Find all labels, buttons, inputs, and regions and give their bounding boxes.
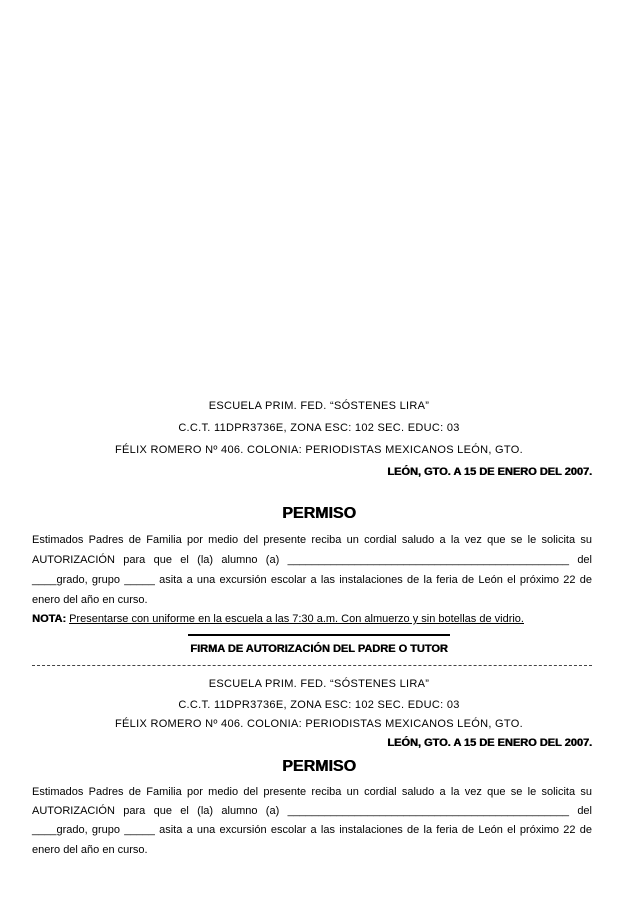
nota-label: NOTA: [32, 613, 67, 625]
school-cct: C.C.T. 11DPR3736E, ZONA ESC: 102 SEC. EDUC: 03 [178, 422, 460, 434]
school-address: FÉLIX ROMERO Nº 406. COLONIA: PERIODISTAS MEXICANOS LEÓN, GTO. [115, 444, 523, 456]
letter-date: LEÓN, GTO. A 15 DE ENERO DEL 2007. [387, 466, 592, 478]
body-line-3: ____grado, grupo _____ asita a una excursión escolar a las instalaciones de la feria de León el próximo 22 de [32, 824, 592, 836]
body-line-1: Estimados Padres de Familia por medio del presente reciba un cordial saludo a la vez que se le solicita su [32, 786, 592, 798]
school-name: ESCUELA PRIM. FED. “SÓSTENES LIRA” [208, 678, 430, 690]
school-name: ESCUELA PRIM. FED. “SÓSTENES LIRA” [208, 400, 430, 412]
nota [32, 612, 524, 626]
signature-caption: FIRMA DE AUTORIZACIÓN DEL PADRE O TUTOR [190, 643, 448, 655]
body-line-4: enero del año en curso. [32, 844, 148, 856]
permit-title: PERMISO [282, 505, 356, 522]
letter-date: LEÓN, GTO. A 15 DE ENERO DEL 2007. [387, 737, 592, 749]
body-line-2: AUTORIZACIÓN para que el (la) alumno (a) ______________________________________________ del [32, 805, 592, 817]
cut-line [32, 665, 592, 666]
permit-title: PERMISO [282, 758, 356, 775]
signature-line [188, 634, 450, 636]
body-line-1: Estimados Padres de Familia por medio del presente reciba un cordial saludo a la vez que se le solicita su [32, 534, 592, 546]
body-line-3: ____grado, grupo _____ asita a una excursión escolar a las instalaciones de la feria de León el próximo 22 de [32, 574, 592, 586]
body-line-2: AUTORIZACIÓN para que el (la) alumno (a) ______________________________________________ del [32, 554, 592, 566]
body-line-4: enero del año en curso. [32, 594, 148, 606]
school-address: FÉLIX ROMERO Nº 406. COLONIA: PERIODISTAS MEXICANOS LEÓN, GTO. [115, 718, 523, 730]
nota-text: Presentarse con uniforme en la escuela a las 7:30 a.m. Con almuerzo y sin botellas de vidrio. [69, 613, 524, 625]
school-cct: C.C.T. 11DPR3736E, ZONA ESC: 102 SEC. EDUC: 03 [178, 699, 460, 711]
